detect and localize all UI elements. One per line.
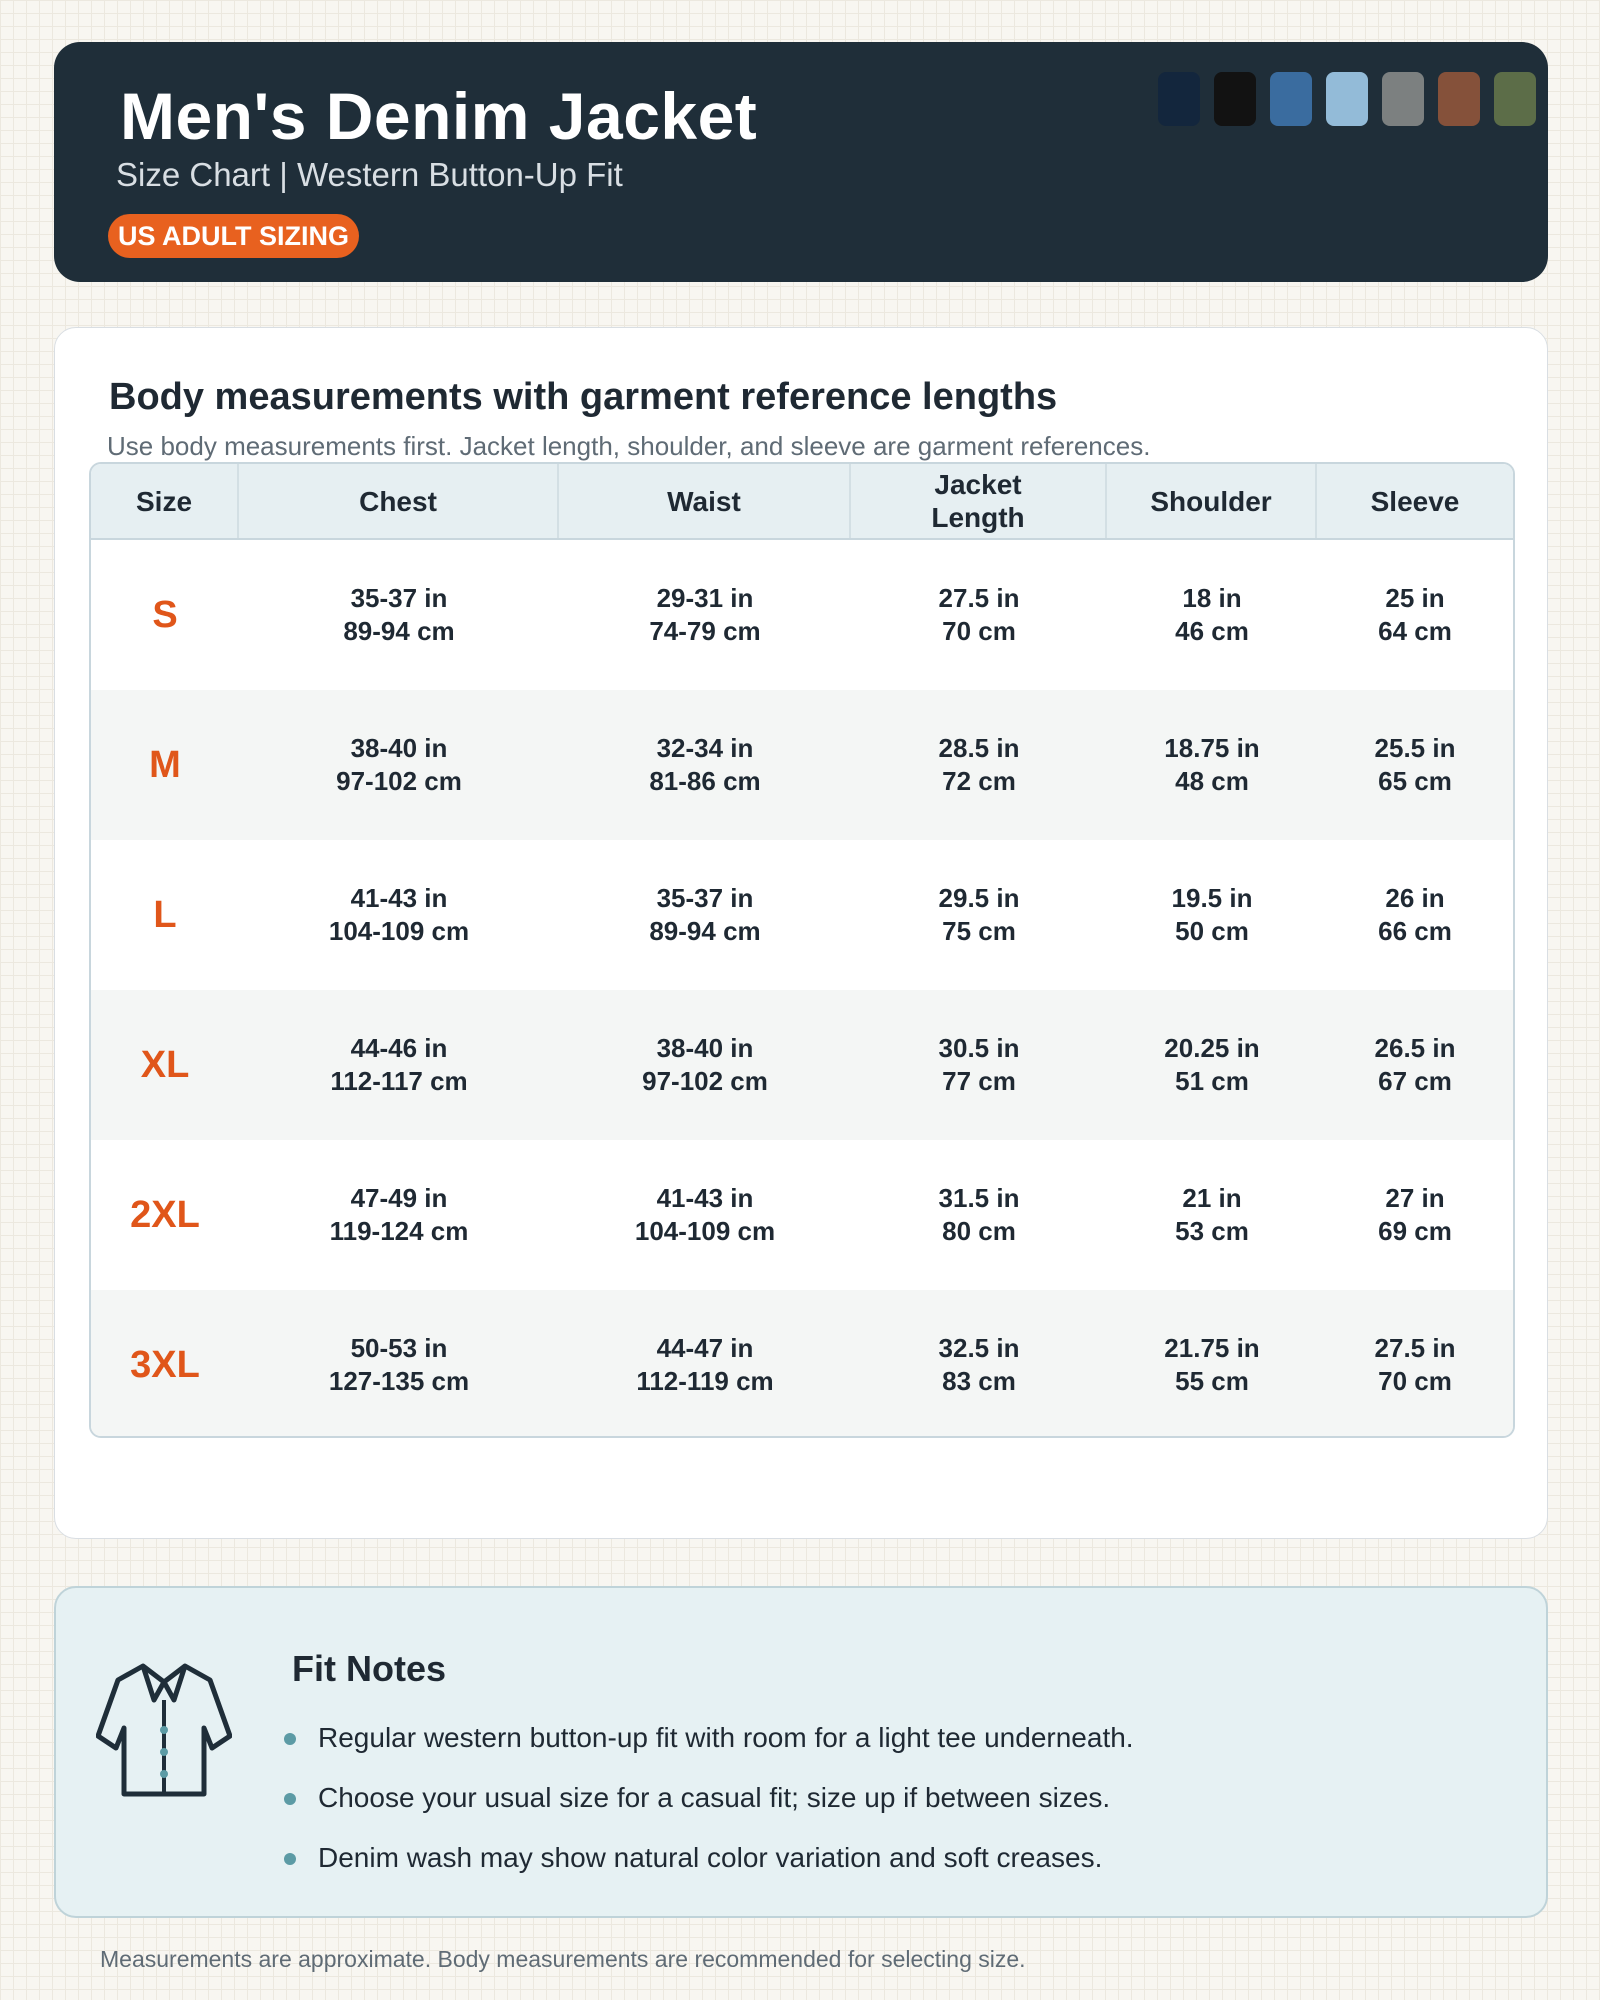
page-header [54,42,1548,282]
value-cm: 104-109 cm [328,916,470,946]
table-cell-length [851,990,1107,1140]
table-cell-waist [559,540,851,690]
value-cm: 112-119 cm [636,1366,774,1396]
value-cm: 70 cm [942,616,1016,646]
table-cell-sleeve [1317,840,1513,990]
value-cm: 80 cm [942,1216,1016,1246]
value-cm: 66 cm [1378,916,1452,946]
value-inches: 41-43 in [656,1183,754,1213]
footer-note: Measurements are approximate. Body measurements are recommended for selecting size. [100,1946,1026,1972]
column-header: Chest [239,464,559,538]
value-cm: 51 cm [1175,1066,1249,1096]
value-cm: 112-117 cm [330,1066,468,1096]
value-cm: 64 cm [1378,616,1452,646]
table-cell-sleeve [1317,1140,1513,1290]
value-cm: 81-86 cm [649,766,761,796]
column-header: Sleeve [1370,485,1460,517]
value-cm: 65 cm [1378,766,1452,796]
jacket-icon [96,1656,232,1802]
value-inches: 50-53 in [350,1333,448,1363]
value-inches: 35-37 in [350,583,448,613]
value-inches: 19.5 in [1171,883,1253,913]
value-inches: 32.5 in [938,1333,1020,1363]
value-cm: 46 cm [1175,616,1249,646]
column-header: Size [91,464,239,538]
color-swatch [1326,72,1368,126]
table-cell-length [851,1140,1107,1290]
value-inches: 28.5 in [938,733,1020,763]
value-cm: 72 cm [942,766,1016,796]
value-cm: 69 cm [1378,1216,1452,1246]
table-cell-sleeve [1317,990,1513,1140]
column-header: Waist [559,464,851,538]
size-label: 3XL [130,1343,200,1386]
value-inches: 38-40 in [656,1033,754,1063]
color-swatch [1494,72,1536,126]
value-inches: 32-34 in [656,733,754,763]
value-inches: 27 in [1385,1183,1445,1213]
value-inches: 27.5 in [938,583,1020,613]
table-cell-shoulder [1107,690,1317,840]
table-cell-sleeve [1317,1290,1513,1438]
value-inches: 18.75 in [1164,733,1260,763]
size-label: M [149,743,181,786]
table-cell-length [851,690,1107,840]
value-inches: 26 in [1385,883,1445,913]
value-cm: 89-94 cm [343,616,455,646]
column-header: Shoulder [1107,464,1317,538]
table-row [91,990,1513,1140]
value-inches: 30.5 in [938,1033,1020,1063]
table-cell-shoulder [1107,540,1317,690]
table-row [91,1140,1513,1290]
sizing-badge: US ADULT SIZING [108,214,359,258]
value-cm: 75 cm [942,916,1016,946]
value-inches: 41-43 in [350,883,448,913]
fit-note-item: Regular western button-up fit with room for a light tee underneath. [284,1708,1134,1768]
value-inches: 25 in [1385,583,1445,613]
table-cell-waist [559,1290,851,1438]
table-cell-waist [559,690,851,840]
fit-note-item: Choose your usual size for a casual fit; size up if between sizes. [284,1768,1134,1828]
value-inches: 20.25 in [1164,1033,1260,1063]
size-label: 2XL [130,1193,200,1236]
page-subtitle: Size Chart | Western Button-Up Fit [116,156,623,193]
value-inches: 26.5 in [1374,1033,1456,1063]
value-inches: 44-46 in [350,1033,448,1063]
size-chart-card [54,327,1548,1539]
table-cell-chest [239,840,559,990]
value-inches: 25.5 in [1374,733,1456,763]
value-cm: 77 cm [942,1066,1016,1096]
value-cm: 83 cm [942,1366,1016,1396]
table-cell-chest [239,690,559,840]
value-cm: 55 cm [1175,1366,1249,1396]
color-swatch [1382,72,1424,126]
table-row [91,840,1513,990]
value-inches: 18 in [1182,583,1242,613]
fit-notes-title: Fit Notes [292,1648,447,1689]
table-cell-waist [559,840,851,990]
value-cm: 127-135 cm [328,1366,470,1396]
color-swatch [1438,72,1480,126]
color-swatches [1158,72,1536,126]
section-title: Body measurements with garment reference lengths [109,376,1058,418]
table-row [91,1290,1513,1438]
table-cell-waist [559,990,851,1140]
table-cell-chest [239,540,559,690]
fit-note-item: Denim wash may show natural color variation and soft creases. [284,1828,1134,1888]
table-row [91,540,1513,690]
value-inches: 29.5 in [938,883,1020,913]
value-inches: 47-49 in [350,1183,448,1213]
value-inches: 38-40 in [350,733,448,763]
value-cm: 70 cm [1378,1366,1452,1396]
value-inches: 35-37 in [656,883,754,913]
size-table [89,462,1515,1438]
fit-notes-list [284,1708,1134,1888]
fit-notes-panel [54,1586,1548,1918]
value-cm: 50 cm [1175,916,1249,946]
table-header [91,464,1513,540]
table-cell-shoulder [1107,990,1317,1140]
table-cell-shoulder [1107,1140,1317,1290]
value-inches: 27.5 in [1374,1333,1456,1363]
size-label: S [152,593,178,636]
table-cell-sleeve [1317,690,1513,840]
value-cm: 89-94 cm [649,916,761,946]
size-label: L [153,893,177,936]
size-label: XL [140,1043,190,1086]
color-swatch [1158,72,1200,126]
table-row [91,690,1513,840]
page-title: Men's Denim Jacket [120,79,758,153]
table-cell-chest [239,1140,559,1290]
table-cell-waist [559,1140,851,1290]
value-inches: 29-31 in [656,583,754,613]
value-cm: 74-79 cm [649,616,761,646]
table-body [91,540,1513,1438]
value-cm: 53 cm [1175,1216,1249,1246]
color-swatch [1214,72,1256,126]
table-cell-sleeve [1317,540,1513,690]
table-cell-shoulder [1107,1290,1317,1438]
value-inches: 21 in [1182,1183,1242,1213]
table-cell-length [851,1290,1107,1438]
table-cell-chest [239,990,559,1140]
value-cm: 104-109 cm [634,1216,776,1246]
column-header: Jacket Length [851,464,1107,538]
section-subtitle: Use body measurements first. Jacket length, shoulder, and sleeve are garment references. [107,431,1151,461]
value-inches: 31.5 in [938,1183,1020,1213]
table-cell-length [851,540,1107,690]
value-inches: 21.75 in [1164,1333,1260,1363]
value-cm: 67 cm [1378,1066,1452,1096]
value-cm: 119-124 cm [329,1216,469,1246]
value-cm: 48 cm [1175,766,1249,796]
table-cell-chest [239,1290,559,1438]
table-cell-shoulder [1107,840,1317,990]
value-cm: 97-102 cm [642,1066,768,1096]
color-swatch [1270,72,1312,126]
value-inches: 44-47 in [656,1333,754,1363]
table-cell-length [851,840,1107,990]
value-cm: 97-102 cm [336,766,462,796]
